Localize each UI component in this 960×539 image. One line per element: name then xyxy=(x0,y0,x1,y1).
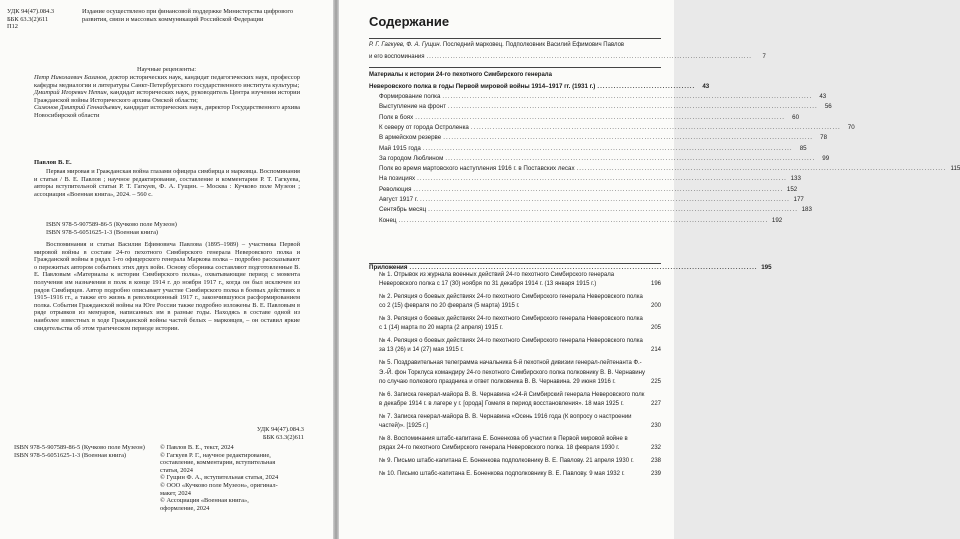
toc-section-page: 192 xyxy=(771,216,783,224)
toc-sections-list xyxy=(369,90,960,224)
toc-materials-head2-row: Неверовского полка в годы Первой мировой войны 1914–1917 гг. (1931 г.) .................................... 43 xyxy=(369,82,710,90)
toc-section-page: 85 xyxy=(799,144,807,152)
toc-appendix-7: № 7. Записка генерал-майора В. В. Чернавина «Осень 1916 года (К вопросу о настроении частей)». [1925 г.] 230 xyxy=(379,413,661,430)
toc-section-row: Революция ........................................................................................................................................ 152 xyxy=(379,185,798,193)
toc-intro-title: Последний марковец. Подполковник Василий Ефимович Павлов xyxy=(442,42,625,48)
toc-section-title: Конец xyxy=(379,216,397,224)
copyright-2: © Гагкуев Р. Г., научное редактирование, составление, комментарии, вступительная статья, 2024 xyxy=(160,451,276,474)
toc-section-title: На позициях xyxy=(379,175,416,183)
toc-materials-page: 43 xyxy=(702,82,710,90)
toc-section-title: Революция xyxy=(379,185,412,193)
reviewer-3-desc: кандидат исторических наук, директор Государственного архива Новосибирской области xyxy=(34,104,300,119)
toc-appendices-head-row: Приложения ................................................................................................................................ 195 xyxy=(369,263,772,271)
toc-intro-line1 xyxy=(369,41,661,50)
toc-intro-authors: Р. Г. Гагкуев, Ф. А. Гущин. xyxy=(369,42,442,48)
toc-appendix-3: № 3. Реляция о боевых действиях 24-го пехотного Симбирского генерала Неверовского полка с 1 (14) марта по 20 марта (2 апреля) 1915 г. 205 xyxy=(379,315,661,332)
toc-section-title: Полк во время мартовского наступления 1916 г. в Поставских лесах xyxy=(379,165,575,173)
toc-appendix-9: № 9. Письмо штабс-капитана Е. Боненкова подполковнику В. Е. Павлову. 21 апреля 1930 г. 238 xyxy=(379,458,661,465)
reviewer-3 xyxy=(34,104,300,119)
reviewer-1-name: Петр Николаевич Базанов, xyxy=(34,74,108,81)
toc-separator-1 xyxy=(369,38,661,39)
copyright-1: © Павлов В. Е., текст, 2024 xyxy=(160,444,234,451)
toc-section-row: В армейском резерве ........................................................................................................................................ 78 xyxy=(379,134,828,142)
classification-bottom xyxy=(200,426,304,441)
reviewer-2-name: Дмитрий Игоревич Нетин, xyxy=(34,89,109,97)
toc-section-row: Май 1915 года ........................................................................................................................................ 85 xyxy=(379,144,807,152)
toc-section-title: Май 1915 года xyxy=(379,144,421,152)
toc-intro-page: 7 xyxy=(762,53,766,60)
toc-section-row: Выступление на фронт ........................................................................................................................................ 56 xyxy=(379,103,832,111)
toc-intro xyxy=(369,41,766,61)
toc-section-title: Полк в боях xyxy=(379,113,414,121)
isbn-block xyxy=(46,221,296,236)
reviewer-1-desc: доктор исторических наук, кандидат педагогических наук, профессор кафедры медиалогии и литературы Санкт-Петербургского государственного института культуры; xyxy=(34,74,300,89)
toc-section-page: 78 xyxy=(820,134,828,142)
toc-appendix-4: № 4. Реляция о боевых действиях 24-го пехотного Симбирского генерала Неверовского полка за 13 (26) и 14 (27) мая 1915 г. 214 xyxy=(379,338,661,354)
toc-section-row: Полк в боях ........................................................................................................................................ 60 xyxy=(379,113,800,121)
toc-section-title: Формирование полка xyxy=(379,93,441,101)
classification-top xyxy=(7,8,77,31)
reviewer-3-name: Симонов Дмитрий Геннадьевич, xyxy=(34,104,123,112)
author-heading: Павлов В. Е. xyxy=(34,159,72,166)
reviewers-heading: Научные рецензенты: xyxy=(136,66,197,73)
toc-appendix-2: № 2. Реляция о боевых действиях 24-го пехотного Симбирского генерала Неверовского полка со 2 (15) февраля по 20 февраля (5 марта) 1915 г. 200 xyxy=(379,293,661,309)
bbk-top: ББК 63.3(2)611 xyxy=(7,15,49,23)
toc-materials xyxy=(369,71,960,224)
isbn-bottom-2: ISBN 978-5-6051625-1-3 (Военная книга) xyxy=(14,451,127,459)
toc-materials-head1: Материалы к истории 24-го пехотного Симбирского генерала xyxy=(369,72,552,78)
isbn-1: ISBN 978-5-907589-86-5 (Кучково поле Музеон) xyxy=(46,221,177,228)
reviewers-block xyxy=(34,74,300,120)
bbk-bottom: ББК 63.3(2)611 xyxy=(262,433,304,441)
toc-section-page: 60 xyxy=(792,113,800,121)
toc-section-page: 56 xyxy=(824,103,832,111)
toc-appendix-6: № 6. Записка генерал-майора В. В. Чернавина «24-й Симбирский генерала Неверовского полк в декабре 1914 г. в лагере у г. [орода] Гомеля в период восстановления». 18 мая 1925 г. 227 xyxy=(379,391,661,408)
isbn-bottom xyxy=(14,444,154,459)
toc-intro-cont: и его воспоминания xyxy=(369,53,425,60)
right-page xyxy=(339,0,960,539)
toc-appendix-8: № 8. Воспоминания штабс-капитана Е. Боненкова об участии в Первой мировой войне в рядах 24-го пехотного Симбирского генерала Неверовского полка. 18 февраля 1930 г. 232 xyxy=(379,436,661,452)
toc-title: Содержание xyxy=(369,14,450,29)
reviewer-1 xyxy=(34,74,300,89)
toc-section-page: 70 xyxy=(847,123,855,131)
toc-section-page: 43 xyxy=(819,93,827,101)
code-top: П12 xyxy=(7,23,19,31)
toc-appendices xyxy=(369,260,772,479)
reviewer-2 xyxy=(34,89,300,104)
toc-section-page: 152 xyxy=(786,185,798,193)
toc-appendices-head: Приложения xyxy=(369,263,408,271)
reviewer-2-desc: кандидат исторических наук, руководитель Центра изучения истории Гражданской войны Исторического архива Омской области; xyxy=(34,89,300,104)
toc-section-title: За городом Люблином xyxy=(379,154,444,162)
toc-appendix-1: № 1. Отрывок из журнала военных действий 24-го пехотного Симбирского генерала Неверовского полка с 17 (30) ноября по 31 декабря 1914 г. (13 января 1915 г.) 196 xyxy=(379,271,661,287)
toc-materials-head2: Неверовского полка в годы Первой мировой войны 1914–1917 гг. (1931 г.) xyxy=(369,82,596,90)
toc-section-title: Выступление на фронт xyxy=(379,103,446,111)
toc-appendix-5: № 5. Поздравительная телеграмма начальника 6-й пехотной дивизии генерал-лейтенанта Ф.-Э.-Й. фон Торклуса командиру 24-го пехотного Симбирского полка полковнику В. В. Чернавину по случаю полкового праздника и ответ полковника В. В. Чернавина. 29 июня 1916 г. 225 xyxy=(379,360,661,385)
toc-section-page: 133 xyxy=(790,175,801,183)
bibliographic-description: Первая мировая и Гражданская война глазами офицера симбирца и марковца. Воспоминания и статьи / В. Е. Павлов ; научное редактирование, составление и комментарии Р. Т. Гагкуева, авторы вступительной статьи Р. Т. Гагкуев, Ф. А. Гущин. – Москва : Кучково поле Музеон ; ассоциация «Военная книга», 2024. – 560 с. xyxy=(34,168,300,198)
isbn-2: ISBN 978-5-6051625-1-3 (Военная книга) xyxy=(46,228,159,236)
toc-intro-line2: и его воспоминания .......................................................................................................................... 7 xyxy=(369,53,766,60)
toc-section-row: Формирование полка ........................................................................................................................................ 43 xyxy=(379,93,827,101)
toc-section-row: За городом Люблином ........................................................................................................................................ 99 xyxy=(379,154,830,162)
publisher-note: Издание осуществлено при финансовой поддержке Министерства цифрового развития, связи и массовых коммуникаций Российской Федерации xyxy=(82,8,294,23)
toc-section-row: К северу от города Остроленка ........................................................................................................................................ 70 xyxy=(379,123,855,131)
copyright-block xyxy=(160,444,284,512)
udk-top: УДК 94(47).084.3 xyxy=(7,8,55,15)
copyright-3: © Гущин Ф. А., вступительная статья, 2024 xyxy=(160,474,279,482)
toc-section-page: 177 xyxy=(793,196,804,204)
udk-bottom: УДК 94(47).084.3 xyxy=(256,426,304,433)
toc-section-row: Полк во время мартовского наступления 1916 г. в Поставских лесах ........................................................................................................................................ 115 xyxy=(379,165,960,173)
toc-section-title: К северу от города Остроленка xyxy=(379,123,469,131)
toc-appendices-page: 195 xyxy=(761,263,772,271)
isbn-bottom-1: ISBN 978-5-907589-86-5 (Кучково поле Музеон) xyxy=(14,444,145,451)
toc-section-page: 183 xyxy=(801,206,812,214)
copyright-5: © Ассоциация «Военная книга», оформление, 2024 xyxy=(160,497,249,512)
toc-section-row: Август 1917 г. ........................................................................................................................................ 177 xyxy=(379,196,804,204)
toc-section-row: Сентябрь месяц ........................................................................................................................................ 183 xyxy=(379,206,812,214)
copyright-4: © ООО «Кучково поле Музеон», оригинал-макет, 2024 xyxy=(160,481,278,497)
toc-section-row: Конец ........................................................................................................................................ 192 xyxy=(379,216,783,224)
left-page xyxy=(0,0,333,539)
toc-section-page: 115 xyxy=(950,165,960,173)
toc-appendix-10: № 10. Письмо штабс-капитана Е. Боненкова подполковнику В. Е. Павлову. 9 мая 1932 г. 239 xyxy=(379,471,661,478)
annotation: Воспоминания и статьи Василия Ефимовича Павлова (1895–1989) – участника Первой мировой войны в составе 24-го пехотного Симбирского генерала Неверовского полка и Гражданской войны в рядах 1-го офицерского генерала Маркова полка – подробно рассказывают о пережитых автором событиях этих двух войн. Основу сборника составляют подготовленные В. Е. Павловым «Материалы к истории Симбирского полка», охватывающие период с момента получения им назначения в полк в конце 1914 г. до ноября 1917 г., когда он был исключен из рядов Симбирцев. Автор подробно описывает участие Симбирского полка в боевых действиях в 1915–1916 гг., а также его жизнь в революционный 1917 г., закончившуюся расформированием полка. События Гражданской войны на Юге России также подробно изложены В. Е. Павловым в ряде отрывков из мемуаров, написанных им в разные годы. Находясь в составе одной из наиболее известных в ходе Гражданской войны частей белых – марковцев, – он оставил яркие свидетельства об этом трагическом периоде истории. xyxy=(34,241,300,332)
toc-section-title: Август 1917 г. xyxy=(379,196,419,204)
toc-section-page: 99 xyxy=(822,154,830,162)
toc-appendix-list xyxy=(369,271,661,480)
toc-section-title: В армейском резерве xyxy=(379,134,442,142)
toc-section-row: На позициях ........................................................................................................................................ 133 xyxy=(379,175,801,183)
toc-separator-2 xyxy=(369,67,661,68)
toc-section-title: Сентябрь месяц xyxy=(379,206,427,214)
